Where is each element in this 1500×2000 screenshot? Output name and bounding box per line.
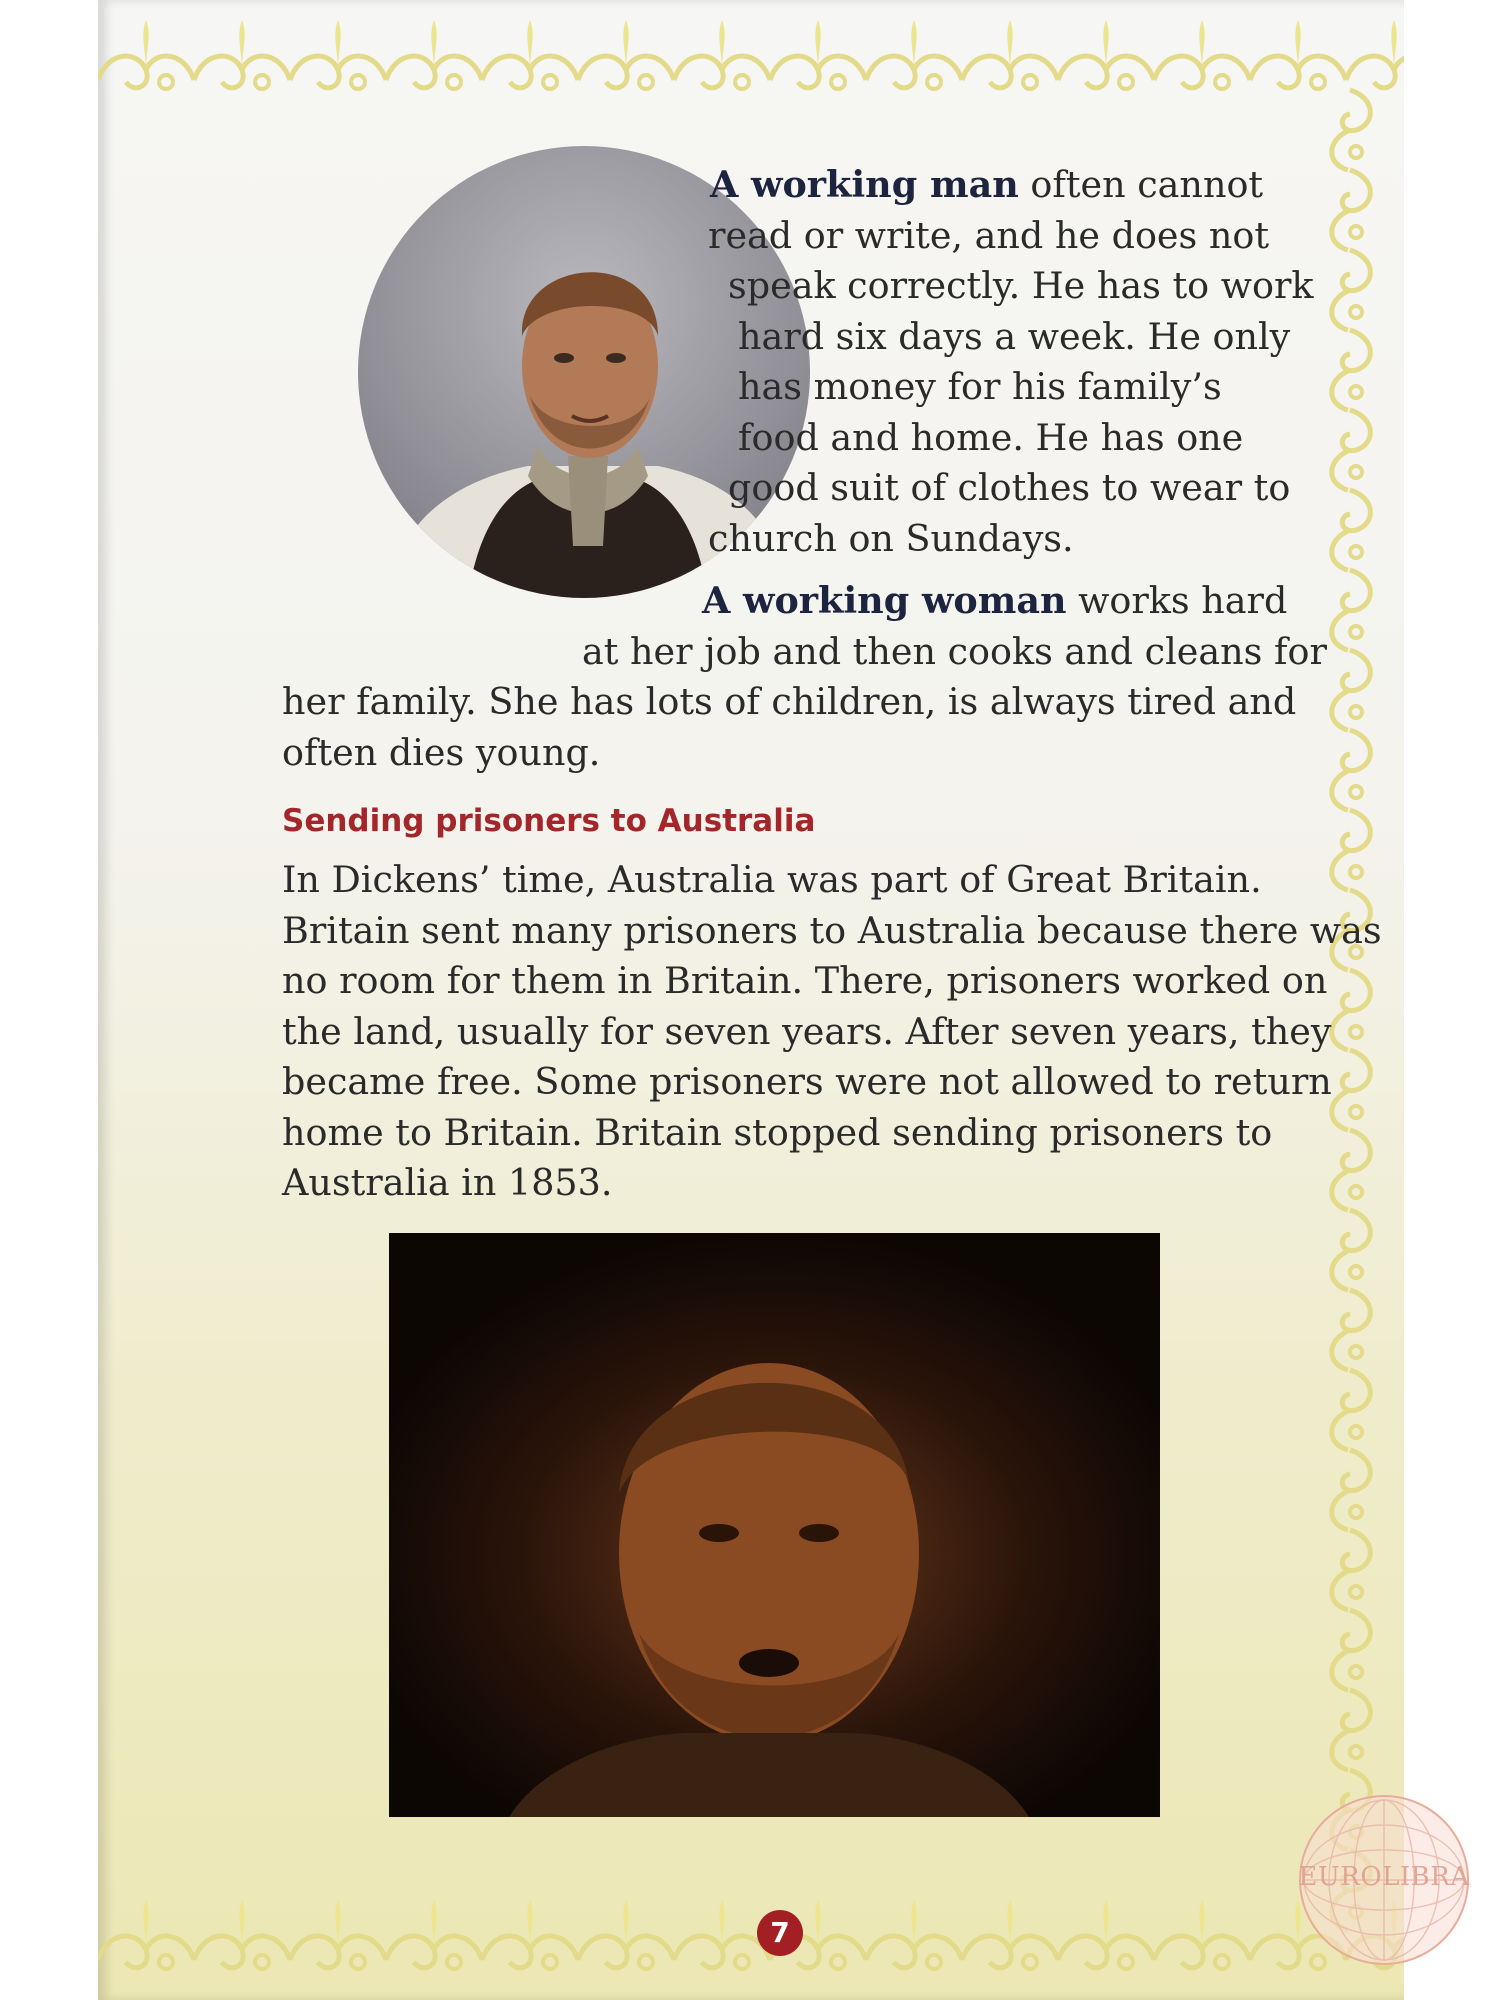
book-page — [98, 0, 1404, 2000]
bold-lead-woman: A working woman — [702, 579, 1067, 622]
photo-prisoner — [389, 1233, 1160, 1817]
page-number-badge: 7 — [757, 1910, 803, 1956]
paragraph-working-man: A working man often cannot read or write, and he does not speak correctly. He has to work hard six days a week. He only has money for his family’s food and home. He has one good suit of clothes to wear to church on Sundays. — [708, 163, 1314, 560]
paragraph-australia: In Dickens’ time, Australia was part of Great Britain. Britain sent many prisoners to Australia because there was no room for them in Britain. There, prisoners worked on the land, usually for seven years. After seven years, they became free. Some prisoners were not allowed to return home to Britain. Britain stopped sending prisoners to Australia in 1853. — [282, 858, 1382, 1204]
watermark-text: EUROLIBRA — [1298, 1862, 1470, 1892]
bold-lead-man: A working man — [710, 163, 1019, 206]
section-heading: Sending prisoners to Australia — [282, 803, 816, 839]
top-border-band — [98, 20, 1404, 89]
paragraph-working-woman: A working woman works hard at her job and then cooks and cleans for her family. She has lots of children, is always tired and often dies young. — [282, 579, 1327, 774]
bottom-border-band — [98, 1900, 1404, 1969]
